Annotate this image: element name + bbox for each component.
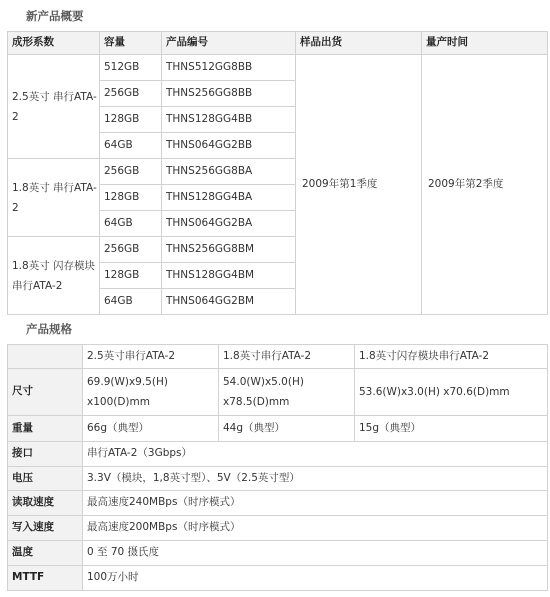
- capacity-cell: 256GB: [100, 159, 162, 185]
- specs-row-voltage: [8, 467, 548, 491]
- capacity-cell: 512GB: [100, 55, 162, 81]
- spec-value: 53.6(W)x3.0(H) x70.6(D)mm: [355, 369, 548, 416]
- capacity-cell: 128GB: [100, 263, 162, 289]
- model-cell: THNS128GG4BA: [162, 185, 296, 211]
- spec-label: 读取速度: [8, 491, 83, 516]
- form-factor-cell: 2.5英寸 串行ATA-2: [8, 55, 100, 159]
- specs-table: [7, 344, 548, 591]
- specs-row-interface: [8, 442, 548, 467]
- header-capacity: 容量: [100, 32, 162, 55]
- model-cell: THNS064GG2BA: [162, 211, 296, 237]
- capacity-cell: 64GB: [100, 289, 162, 315]
- specs-col-25inch: 2.5英寸串行ATA-2: [83, 345, 219, 369]
- table-row: [8, 55, 548, 81]
- specs-header-row: [8, 345, 548, 369]
- specs-title: 产品规格: [26, 322, 72, 336]
- spec-label: 尺寸: [8, 369, 83, 416]
- spec-label: 接口: [8, 442, 83, 467]
- model-cell: THNS064GG2BM: [162, 289, 296, 315]
- specs-col-18inch: 1.8英寸串行ATA-2: [219, 345, 355, 369]
- specs-col-18inch-module: 1.8英寸闪存模块串行ATA-2: [355, 345, 548, 369]
- overview-header-row: [8, 32, 548, 55]
- capacity-cell: 128GB: [100, 107, 162, 133]
- specs-row-mttf: [8, 566, 548, 591]
- specs-row-read-speed: [8, 491, 548, 516]
- overview-title: 新产品概要: [26, 9, 84, 23]
- capacity-cell: 256GB: [100, 237, 162, 263]
- capacity-cell: 64GB: [100, 211, 162, 237]
- mass-production-date-cell: 2009年第2季度: [422, 55, 548, 315]
- spec-value: 44g（典型）: [219, 416, 355, 442]
- spec-label: 写入速度: [8, 516, 83, 541]
- specs-row-write-speed: [8, 516, 548, 541]
- model-cell: THNS128GG4BM: [162, 263, 296, 289]
- capacity-cell: 128GB: [100, 185, 162, 211]
- model-cell: THNS128GG4BB: [162, 107, 296, 133]
- spec-value: 69.9(W)x9.5(H) x100(D)mm: [83, 369, 219, 416]
- model-cell: THNS256GG8BM: [162, 237, 296, 263]
- spec-value: 100万小时: [83, 566, 548, 591]
- form-factor-cell: 1.8英寸 闪存模块 串行ATA-2: [8, 237, 100, 315]
- header-form-factor: 成形系数: [8, 32, 100, 55]
- overview-table: [7, 31, 548, 315]
- specs-row-size: [8, 369, 548, 416]
- spec-value: 3.3V（模块，1,8英寸型）、5V（2.5英寸型）: [83, 467, 548, 491]
- model-cell: THNS512GG8BB: [162, 55, 296, 81]
- sample-date-cell: 2009年第1季度: [296, 55, 422, 315]
- spec-label: 重量: [8, 416, 83, 442]
- form-factor-cell: 1.8英寸 串行ATA-2: [8, 159, 100, 237]
- spec-value: 串行ATA-2（3Gbps）: [83, 442, 548, 467]
- spec-label: 电压: [8, 467, 83, 491]
- spec-value: 最高速度240MBps（时序模式）: [83, 491, 548, 516]
- spec-value: 最高速度200MBps（时序模式）: [83, 516, 548, 541]
- spec-value: 54.0(W)x5.0(H) x78.5(D)mm: [219, 369, 355, 416]
- model-cell: THNS256GG8BA: [162, 159, 296, 185]
- specs-header-empty: [8, 345, 83, 369]
- model-cell: THNS256GG8BB: [162, 81, 296, 107]
- spec-label: 温度: [8, 541, 83, 566]
- model-cell: THNS064GG2BB: [162, 133, 296, 159]
- spec-label: MTTF: [8, 566, 83, 591]
- specs-row-weight: [8, 416, 548, 442]
- spec-value: 0 至 70 摄氏度: [83, 541, 548, 566]
- spec-value: 66g（典型）: [83, 416, 219, 442]
- spec-value: 15g（典型）: [355, 416, 548, 442]
- specs-row-temperature: [8, 541, 548, 566]
- capacity-cell: 256GB: [100, 81, 162, 107]
- capacity-cell: 64GB: [100, 133, 162, 159]
- header-model: 产品编号: [162, 32, 296, 55]
- header-mass-production: 量产时间: [422, 32, 548, 55]
- header-sample: 样品出货: [296, 32, 422, 55]
